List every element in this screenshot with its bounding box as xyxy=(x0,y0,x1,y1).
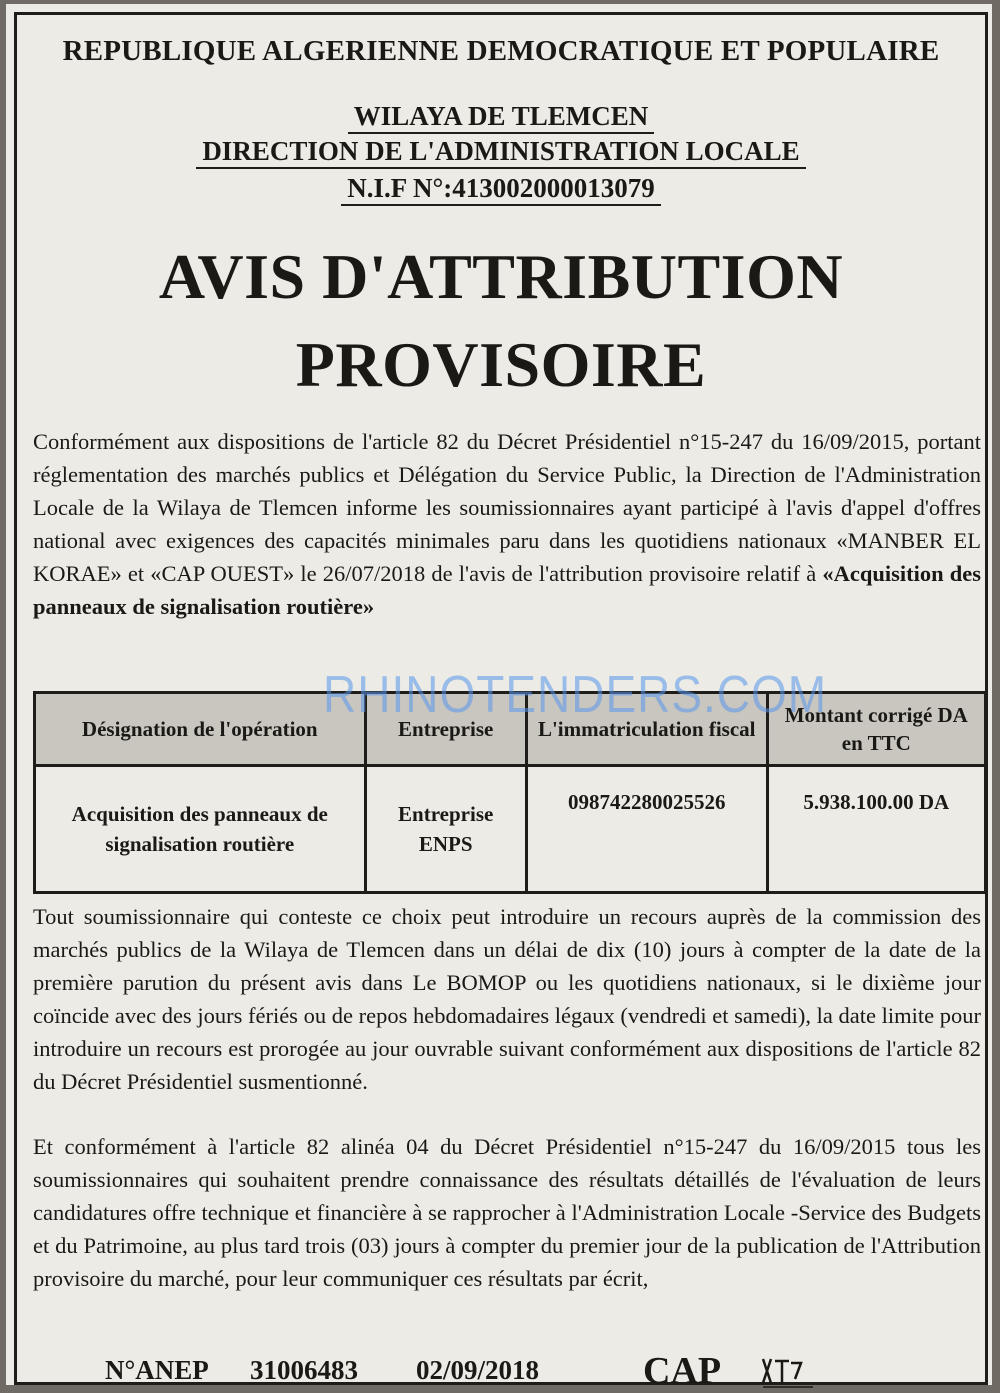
notice-title-line-2: PROVISOIRE xyxy=(295,329,707,400)
cap-ouest-logo xyxy=(643,1349,823,1391)
nif-heading xyxy=(17,173,985,204)
watermark: RHINOTENDERS.COM xyxy=(323,664,828,724)
wilaya-heading xyxy=(17,101,985,132)
header-montant: Montant corrigé DA en TTC xyxy=(767,693,985,766)
notice-title-line-1: AVIS D'ATTRIBUTION xyxy=(158,241,844,312)
cell-montant: 5.938.100.00 DA xyxy=(767,766,985,893)
wilaya-text: WILAYA DE TLEMCEN xyxy=(348,101,655,134)
publication-date: 02/09/2018 xyxy=(416,1355,540,1385)
cell-immatriculation: 098742280025526 xyxy=(526,766,767,893)
cap-logo-icon xyxy=(643,1349,823,1391)
intro-subject: «Acquisition des panneaux de signalisation routière» xyxy=(33,561,982,619)
cap-logo-text: CAP xyxy=(643,1350,722,1391)
table-row xyxy=(35,766,986,893)
direction-text: DIRECTION DE L'ADMINISTRATION LOCALE xyxy=(196,136,805,169)
header-entreprise: Entreprise xyxy=(365,693,526,766)
header-immatriculation: L'immatriculation fiscal xyxy=(526,693,767,766)
anep-label: N°ANEP xyxy=(105,1355,209,1385)
nif-text: N.I.F N°:413002000013079 xyxy=(341,173,661,206)
anep-number: 31006483 xyxy=(250,1355,358,1385)
intro-text: Conformément aux dispositions de l'article 82 du Décret Présidentiel n°15-247 du 16/09/2015, portant réglementation des marchés publics et Délégation du Service Public, la Direction de l'Administration Locale de la Wilaya de Tlemcen informe les soumissionnaires ayant participé à l'avis d'appel d'offres national avec exigences des capacités minimales paru dans les quotidiens nationaux «MANBER EL KORAE» et «CAP OUEST» le 26/07/2018 de l'avis de l'attribution provisoire relatif à xyxy=(33,429,981,586)
recours-paragraph: Tout soumissionnaire qui conteste ce choix peut introduire un recours auprès de la commission des marchés publics de la Wilaya de Tlemcen dans un délai de dix (10) jours à compter de la date de la première parution du présent avis dans Le BOMOP ou les quotidiens nationaux, si le dixième jour coïncide avec des jours fériés ou de repos hebdomadaires légaux (vendredi et samedi), la date limite pour introduire un recours est prorogée au jour ouvrable suivant conformément aux dispositions de l'article 82 du Décret Présidentiel susmentionné. xyxy=(33,904,981,1094)
notice-page xyxy=(6,4,992,1391)
header-designation: Désignation de l'opération xyxy=(35,693,366,766)
resultats-paragraph: Et conformément à l'article 82 alinéa 04 du Décret Présidentiel n°15-247 du 16/09/2015 tous les soumissionnaires qui souhaitent prendre connaissance des résultats détaillés de l'évaluation de leurs candidatures offre technique et financière à se rapprocher à l'Administration Locale -Service des Budgets et du Patrimoine, au plus tard trois (03) jours à compter du premier jour de la publication de l'Attribution provisoire du marché, pour leur communiquer ces résultats par écrit, xyxy=(33,1134,981,1291)
notice-frame xyxy=(14,12,988,1391)
intro-paragraph xyxy=(33,425,981,623)
republic-heading: REPUBLIQUE ALGERIENNE DEMOCRATIQUE ET POPULAIRE xyxy=(62,35,940,67)
cell-designation: Acquisition des panneaux de signalisation routière xyxy=(35,766,366,893)
cell-entreprise: Entreprise ENPS xyxy=(365,766,526,893)
direction-heading xyxy=(17,136,985,167)
